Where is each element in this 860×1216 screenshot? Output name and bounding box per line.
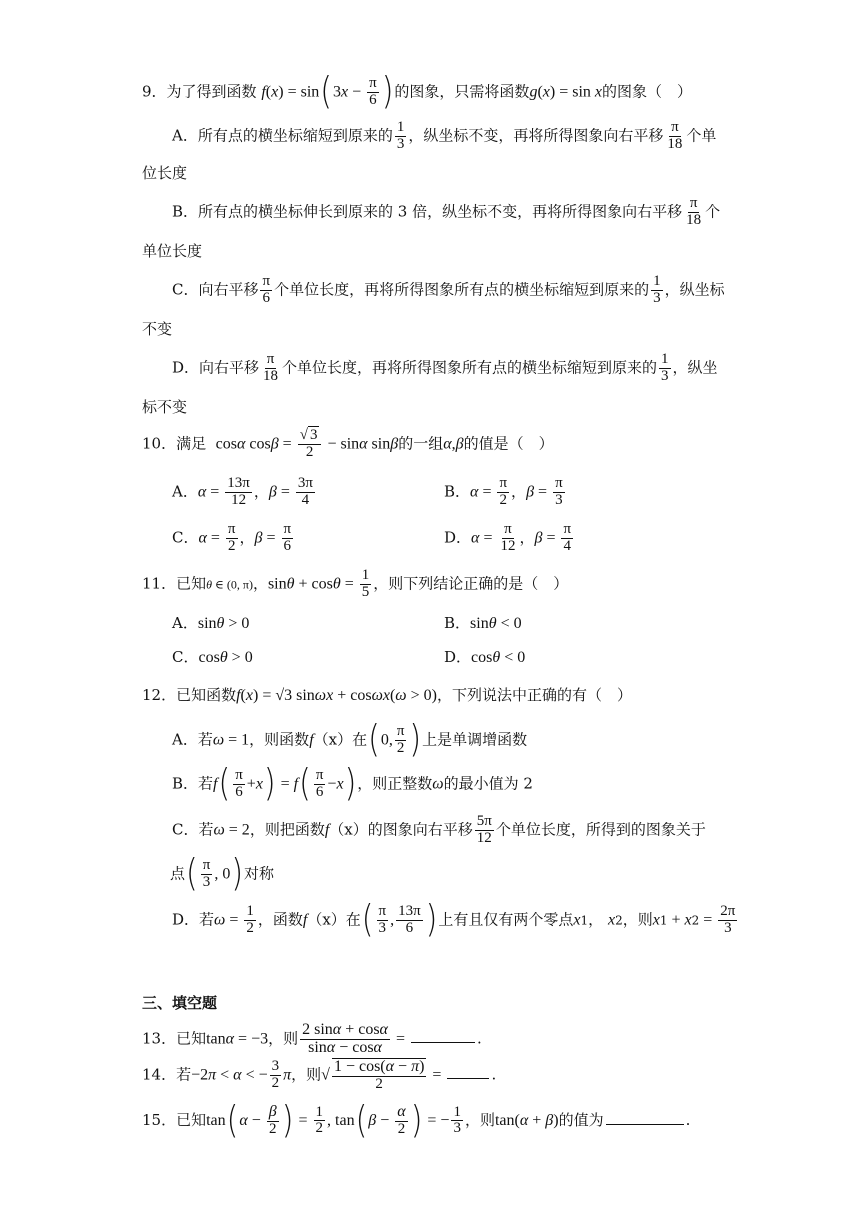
q10-option-b: B．α = $\frac{\pi}{2}$ ，β = $\frac{\pi}{3}$ [444, 475, 563, 508]
q13: 13．已知tanα = −3，则 $\frac{2 \sin\alpha + \cos\alpha}{\sin\alpha - \cos\alpha}$ = . [142, 1021, 482, 1056]
q11-option-d: D．cosθ < 0 [444, 648, 526, 666]
q11-option-c: C．cosθ > 0 [172, 648, 253, 666]
q12-option-c-cont: 点( $\frac{\pi}{3}$ , 0)对称 [170, 851, 275, 896]
q12-option-a: A．若ω = 1，则函数f（x）在(0, $\frac{\pi}{2}$ )上是单调增函数 [172, 717, 528, 762]
q9-option-b-cont: 单位长度 [142, 242, 203, 260]
q15-answer-blank [606, 1123, 684, 1125]
q11-stem: 11．已知θ ∈ (0, π)，sinθ + cosθ = $\frac{1}{5}$ ，则下列结论正确的是（ ） [142, 567, 569, 600]
q9-option-a-cont: 位长度 [142, 164, 188, 182]
q9-option-b: B．所有点的横坐标伸长到原来的 3 倍，纵坐标不变，再将所得图象向右平移 $\frac{\pi}{18}$ 个 [172, 195, 721, 228]
q15: 15．已知tan(α − $\frac{\beta}{2}$ ) = $\frac{1}{2}$ , tan(β − $\frac{\alpha}{2}$ ) = − $\frac{1}{3}$ ，则tan(α + β)的值为 . [142, 1098, 691, 1143]
q12-option-b: B．若f( $\frac{\pi}{6}$ +x) = f( $\frac{\pi}{6}$ −x)，则正整数ω的最小值为 2 [172, 761, 533, 806]
q10-option-d: D．α = $\frac{\pi}{12}$ ，β = $\frac{\pi}{4}$ [444, 521, 572, 554]
q11-option-a: A．sinθ > 0 [172, 614, 250, 632]
q12-option-d: D．若ω = $\frac{1}{2}$ ，函数f（x）在( $\frac{\pi}{3}$ , $\frac{13\pi}{6}$ )上有且仅有两个零点x1， x2，则x1 + x2 = $\frac{2\pi}{3}$ [172, 897, 736, 942]
q10-option-c: C．α = $\frac{\pi}{2}$ ，β = $\frac{\pi}{6}$ [172, 521, 292, 554]
q9-option-a: A．所有点的横坐标缩短到原来的 $\frac{1}{3}$ ，纵坐标不变，再将所得图象向右平移 $\frac{\pi}{18}$ 个单 [172, 119, 717, 152]
q13-answer-blank [411, 1041, 475, 1043]
q9-option-c: C．向右平移 $\frac{\pi}{6}$ 个单位长度，再将所得图象所有点的横坐标缩短到原来的 $\frac{1}{3}$ ，纵坐标 [172, 273, 725, 306]
q9-option-d-cont: 标不变 [142, 398, 188, 416]
q14: 14．若−2π < α < − $\frac{3}{2}$ π，则√ $\frac{1 - \cos(\alpha - \pi)}{2}$ = . [142, 1058, 497, 1092]
q12-option-c: C．若ω = 2，则把函数f（x）的图象向右平移 $\frac{5\pi}{12}$ 个单位长度，所得到的图象关于 [172, 813, 706, 846]
q9-stem: 9．为了得到函数 f(x) = sin(3x − $\frac{\pi}{6}$ )的图象，只需将函数g(x) = sin x的图象（ ） [142, 69, 693, 114]
q12-stem: 12．已知函数f(x) = √3 sinωx + cosωx(ω > 0)，下列说法中正确的有（ ） [142, 686, 632, 704]
q10-option-a: A．α = $\frac{13\pi}{12}$ ，β = $\frac{3\pi}{4}$ [172, 475, 313, 508]
q9-option-c-cont: 不变 [142, 320, 173, 338]
q9-option-d: D．向右平移 $\frac{\pi}{18}$ 个单位长度，再将所得图象所有点的横坐标缩短到原来的 $\frac{1}{3}$ ，纵坐 [172, 351, 718, 384]
q14-answer-blank [447, 1077, 489, 1079]
q11-option-b: B．sinθ < 0 [444, 614, 522, 632]
section-title: 三、填空题 [142, 994, 218, 1012]
q10-stem: 10．满足 cosα cosβ = $\frac{√ 3}{2}$ − sinα sinβ的一组α,β的值是（ ） [142, 427, 554, 461]
formula-f: f [261, 83, 266, 101]
